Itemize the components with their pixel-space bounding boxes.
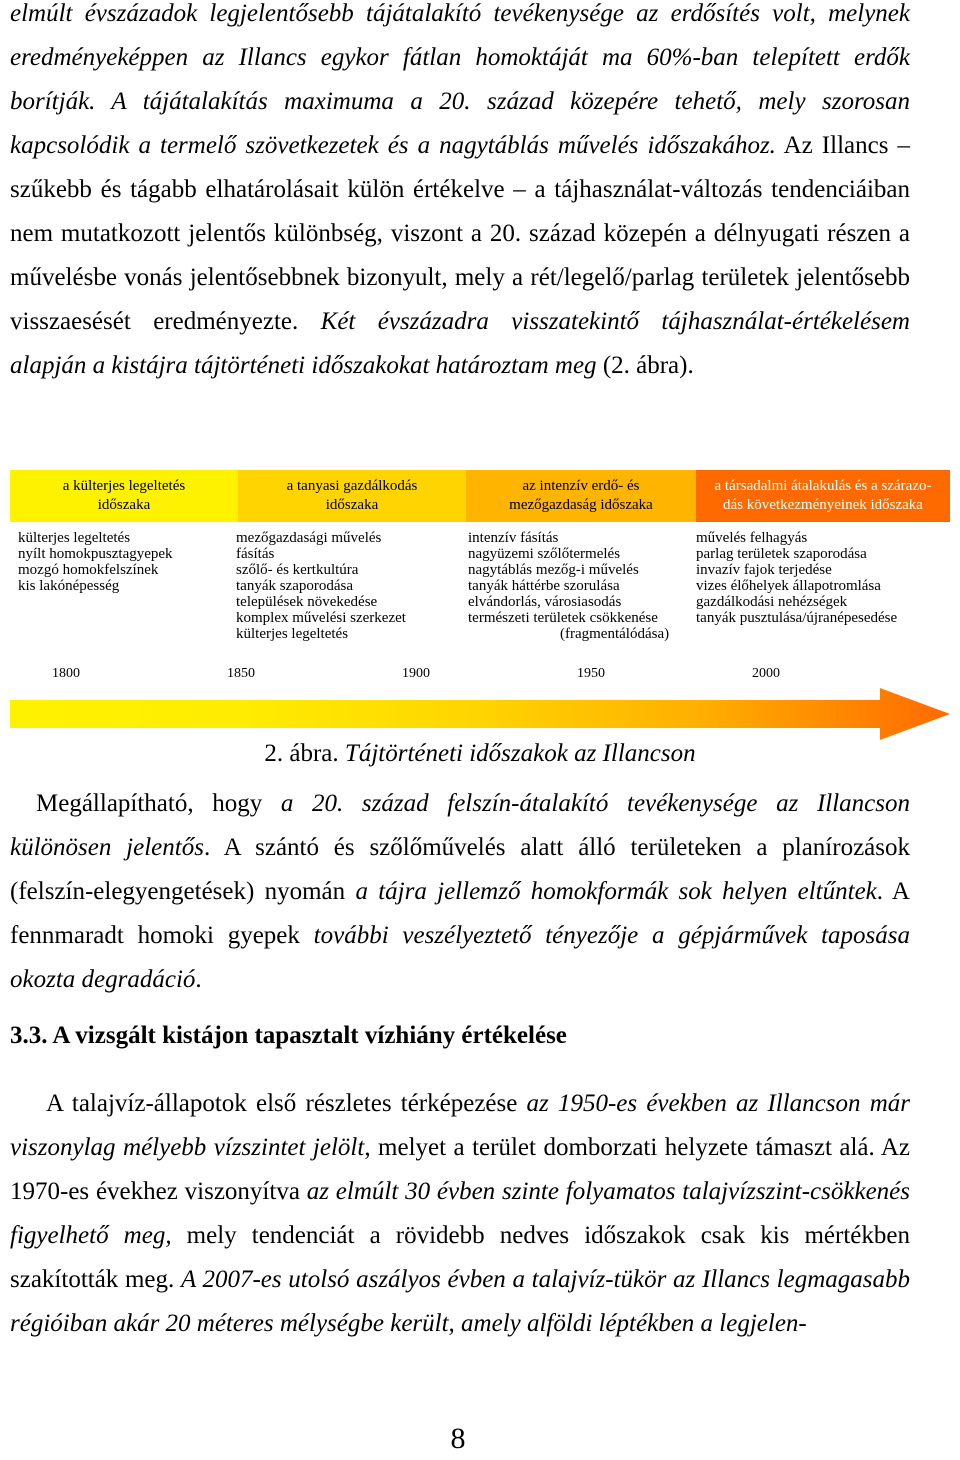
period-band-2-line1: a tanyasi gazdálkodás	[286, 478, 418, 494]
period-band-3-line1: az intenzív erdő- és	[522, 478, 640, 494]
para3-italic-2: az 1950-es években az Illancson már viszonylag mélyebb vízszintet jelölt	[10, 1090, 910, 1161]
period-band-2	[238, 470, 466, 522]
feature-item: nagyüzemi szőlőtermelés	[468, 546, 621, 562]
figure-caption	[0, 740, 960, 768]
para2-text-5: . A fennmaradt homoki gyepek	[10, 878, 910, 949]
timeline-tick-1850: 1850	[227, 666, 255, 681]
feature-item: elvándorlás, városiasodás	[468, 594, 622, 610]
feature-item: fásítás	[236, 546, 275, 562]
timeline-tick-1800: 1800	[52, 666, 80, 681]
para2-italic-2: a 20. század felszín-átalakító tevékenysége az Illancson különösen jelentős	[10, 790, 911, 861]
para2-text-3: . A szántó és szőlőművelés alatt álló területeken a planírozások (felszín-elegyengetések) nyomán	[10, 834, 910, 905]
timeline-tick-1950: 1950	[577, 666, 605, 681]
period-features-3	[468, 530, 669, 642]
period-band-1	[10, 470, 238, 522]
section-heading: 3.3. A vizsgált kistájon tapasztalt vízhiány értékelése	[10, 1022, 567, 1049]
feature-item: művelés felhagyás	[696, 530, 808, 546]
para3-italic-6: A 2007-es utolsó aszályos évben a talajvíz-tükör az Illancs legmagasabb régióiban akár 20 méteres mélységbe került, amely alföldi léptékben a legjelen-	[10, 1266, 911, 1337]
caption-number: 2. ábra.	[264, 740, 339, 767]
caption-text: Tájtörténeti időszakok az Illancson	[338, 740, 696, 767]
feature-item: intenzív fásítás	[468, 530, 559, 546]
feature-item: mezőgazdasági művelés	[236, 530, 382, 546]
period-features-4	[696, 530, 897, 626]
para2-italic-4: a tájra jellemző homokformák sok helyen eltűntek	[355, 878, 877, 905]
para1-text-4: (2. ábra).	[596, 352, 694, 379]
feature-item: nagytáblás mezőg-i művelés	[468, 562, 639, 578]
para1-italic-1: elmúlt évszázadok legjelentősebb tájátalakító tevékenysége az erdősítés volt, melynek eredményeképpen az Illancs egykor fátlan homoktáját ma 60%-ban telepített erdők borítják. A tájátalakítás maximuma a 20. század közepére tehető, mely szorosan kapcsolódik a termelő szövetkezetek és a nagytáblás művelés időszakához.	[10, 0, 910, 159]
feature-item: külterjes legeltetés	[236, 626, 349, 642]
period-band-4-line1: a társadalmi átalakulás és a szárazo-	[714, 478, 932, 494]
feature-item: tanyák háttérbe szorulása	[468, 578, 620, 594]
feature-item: tanyák szaporodása	[236, 578, 354, 594]
feature-item: gazdálkodási nehézségek	[696, 594, 848, 610]
period-band-4	[696, 470, 950, 522]
period-features-1	[18, 530, 173, 594]
para3-text-3: , melyet a terület domborzati helyzete támaszt alá. Az 1970-es évekhez viszonyítva	[10, 1134, 910, 1205]
feature-item: parlag területek szaporodása	[696, 546, 867, 562]
para1-italic-3: Két évszázadra visszatekintő tájhasználat-értékelésem alapján a kistájra tájtörténeti időszakokat határoztam meg	[10, 308, 910, 379]
feature-item: (fragmentálódása)	[560, 626, 670, 642]
period-features-2	[236, 530, 406, 642]
para3-italic-4: az elmúlt 30 évben szinte folyamatos talajvízszint-csökkenés figyelhető meg,	[10, 1178, 910, 1249]
feature-item: tanyák pusztulása/újranépesedése	[696, 610, 898, 626]
feature-item: kis lakónépesség	[18, 578, 120, 594]
feature-item: mozgó homokfelszínek	[18, 562, 159, 578]
feature-item: települések növekedése	[236, 594, 378, 610]
para2-text-7: .	[195, 966, 202, 993]
para2-italic-6: további veszélyeztető tényezője a gépjárművek taposása okozta degradáció	[10, 922, 910, 993]
feature-item: invazív fajok terjedése	[696, 562, 832, 578]
timeline-arrow-shape	[10, 688, 950, 740]
figure-timeline	[10, 470, 950, 740]
para3-text-1: A talajvíz-állapotok első részletes térképezése	[46, 1090, 527, 1117]
timeline-arrow	[10, 688, 950, 740]
paragraph-surface	[10, 782, 910, 1002]
feature-item: természeti területek csökkenése	[468, 610, 658, 626]
feature-item: külterjes legeltetés	[18, 530, 131, 546]
period-band-4-line2: dás következményeinek időszaka	[723, 497, 923, 513]
feature-item: komplex művelési szerkezet	[236, 610, 406, 626]
para1-text-2: Az Illancs – szűkebb és tágabb elhatárolásait külön értékelve – a tájhasználat-változás tendenciáiban nem mutatkozott jelentős különbség, viszont a 20. század közepén a délnyugati részen a művelésbe vonás jelentősebbnek bizonyult, mely a rét/legelő/parlag területek jelentősebb visszaesését eredményezte.	[10, 132, 910, 335]
period-band-3-line2: mezőgazdaság időszaka	[509, 497, 653, 513]
timeline-tick-2000: 2000	[752, 666, 780, 681]
feature-item: nyílt homokpusztagyepek	[18, 546, 173, 562]
period-band-1-line2: időszaka	[97, 497, 151, 513]
period-band-2-line2: időszaka	[325, 497, 379, 513]
para2-text-1: Megállapítható, hogy	[36, 790, 281, 817]
page-number: 8	[450, 1422, 466, 1455]
paragraph-groundwater	[10, 1082, 910, 1346]
period-band-1-line1: a külterjes legeltetés	[62, 478, 186, 494]
feature-item: szőlő- és kertkultúra	[236, 562, 359, 578]
timeline-tick-1900: 1900	[402, 666, 430, 681]
para3-text-5: mely tendenciát a rövidebb nedves időszakok csak kis mértékben szakították meg.	[10, 1222, 910, 1293]
period-band-3	[466, 470, 696, 522]
paragraph-intro	[10, 0, 910, 388]
feature-item: vizes élőhelyek állapotromlása	[696, 578, 881, 594]
